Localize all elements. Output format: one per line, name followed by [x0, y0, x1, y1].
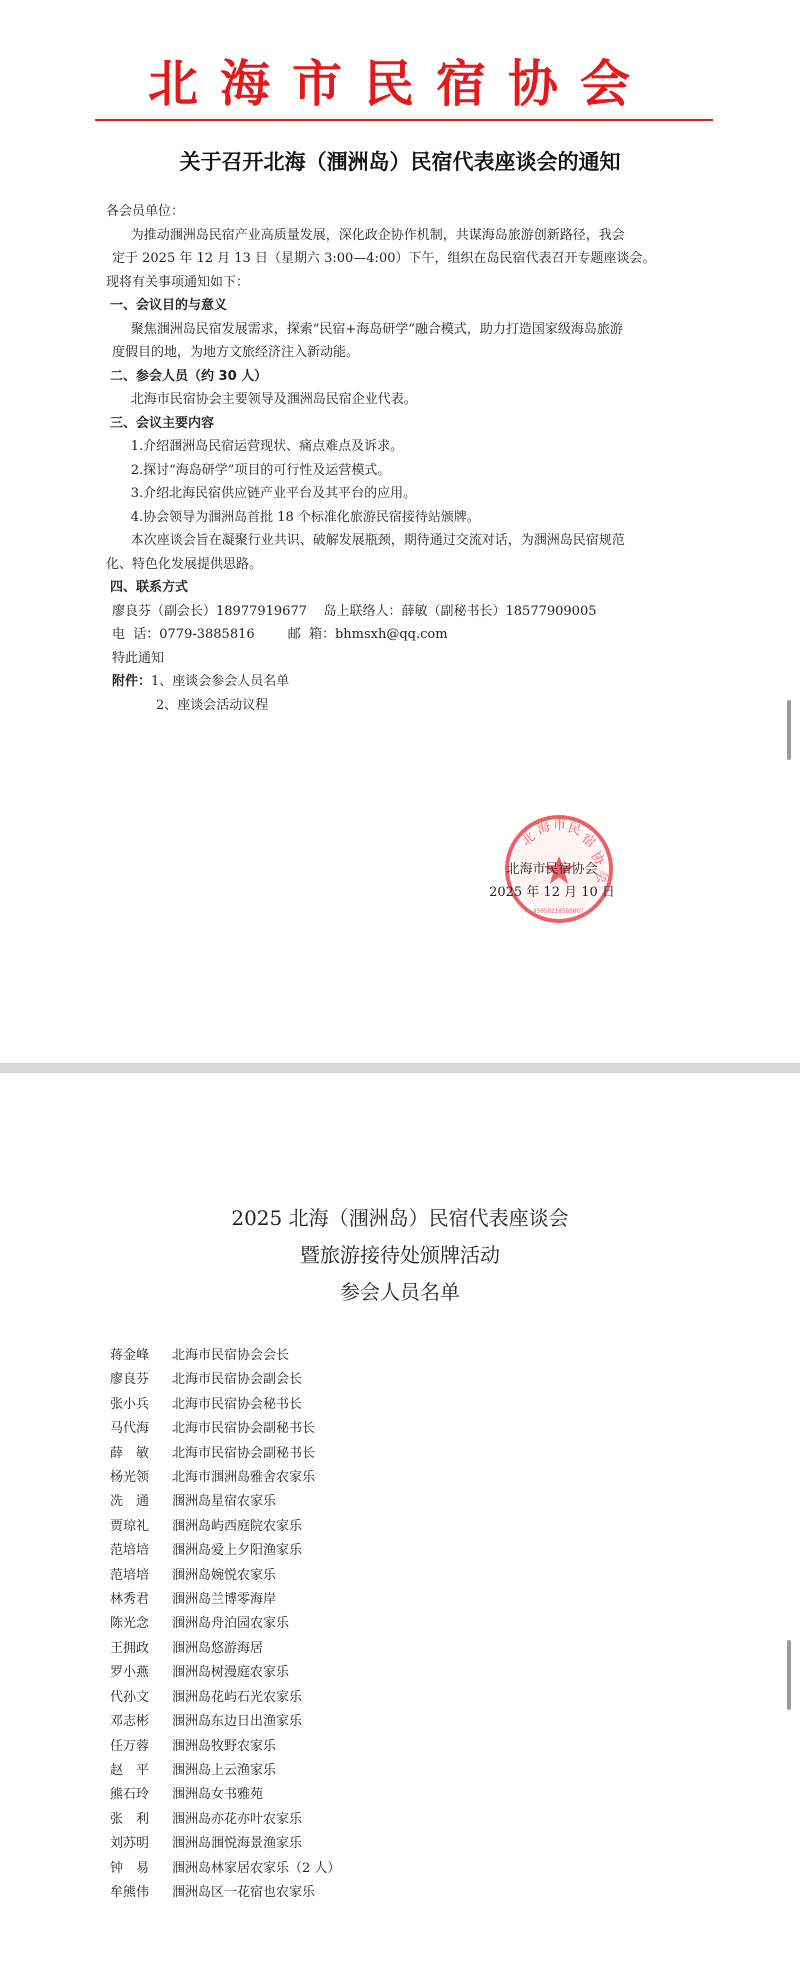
attendee-name: 张 利	[110, 1811, 150, 1827]
section-text: 化、特色化发展提供思路。	[106, 556, 263, 572]
attendee-name: 刘苏明	[110, 1836, 150, 1852]
attendee-name: 林秀君	[110, 1592, 150, 1608]
attendee-org: 涠洲岛上云渔家乐	[172, 1762, 277, 1778]
attendee-name: 熊石玲	[110, 1787, 150, 1803]
attendee-org: 涠洲岛林家居农家乐（2 人）	[172, 1860, 341, 1876]
attendee-org: 北海市民宿协会副会长	[172, 1372, 303, 1388]
list-item	[110, 1661, 340, 1685]
contact-line: 电 话：0779-3885816 邮 箱：bhmsxh@qq.com	[112, 627, 448, 642]
salutation: 各会员单位：	[106, 204, 185, 219]
agenda-item: 3.介绍北海民宿供应链产业平台及其平台的应用。	[130, 486, 417, 501]
attendee-list	[110, 1344, 340, 1905]
list-item	[110, 1710, 340, 1734]
list-item	[110, 1417, 340, 1441]
attachments	[106, 670, 746, 694]
section-text: 本次座谈会旨在凝聚行业共识、破解发展瓶颈，期待通过交流对话，为涠洲岛民宿规范	[130, 533, 625, 548]
attendee-org: 涠洲岛牧野农家乐	[172, 1738, 277, 1754]
svg-text:会: 会	[592, 868, 610, 885]
list-item	[110, 1368, 340, 1392]
list-item	[110, 1539, 340, 1563]
attendee-name: 薛 敏	[110, 1445, 150, 1461]
attendee-name: 罗小燕	[110, 1665, 150, 1681]
attendee-org: 涠洲岛东边日出渔家乐	[172, 1714, 303, 1730]
attachment-item: 2、座谈会活动议程	[156, 697, 269, 713]
list-item	[110, 1466, 340, 1490]
attachment-item: 1、座谈会参会人员名单	[151, 674, 290, 689]
attendee-name: 牟熊伟	[110, 1884, 150, 1900]
svg-text:市: 市	[553, 818, 567, 833]
intro-line: 定于 2025 年 12 月 13 日（星期六 3:00—4:00）下午，组织在岛民宿代表召开专题座谈会。	[112, 251, 656, 266]
list-item	[110, 1857, 340, 1881]
svg-text:民: 民	[565, 820, 583, 839]
attendee-title	[0, 1200, 800, 1311]
attendee-org: 涠洲岛花屿石光农家乐	[172, 1689, 303, 1705]
svg-text:45050210580067: 45050210580067	[533, 908, 584, 915]
attendee-org: 涠洲岛爱上夕阳渔家乐	[172, 1543, 303, 1559]
section-heading: 二、参会人员（约 30 人）	[110, 368, 268, 384]
attendee-name: 陈光念	[110, 1616, 150, 1632]
attendee-org: 北海市民宿协会秘书长	[172, 1396, 303, 1412]
list-item	[110, 1442, 340, 1466]
scrollbar-thumb[interactable]	[787, 700, 791, 760]
scrollbar-thumb[interactable]	[787, 1640, 791, 1710]
section-text: 度假目的地，为地方文旅经济注入新动能。	[112, 345, 360, 360]
attendee-org: 北海市涠洲岛雅舍农家乐	[172, 1470, 316, 1486]
list-item	[110, 1881, 340, 1905]
list-item	[110, 1808, 340, 1832]
list-item	[110, 1637, 340, 1661]
list-item	[110, 1588, 340, 1612]
notice-title: 关于召开北海（涠洲岛）民宿代表座谈会的通知	[179, 150, 621, 174]
notice-body	[106, 200, 746, 717]
attachments-label: 附件：	[112, 674, 152, 689]
list-item	[110, 1393, 340, 1417]
attendee-org: 涠洲岛兰博零海岸	[172, 1592, 277, 1608]
contact-line: 廖良芬（副会长）18977919677 岛上联络人：薛敏（副秘书长）18577909005	[112, 603, 597, 619]
org-header: 北海市民宿协会	[148, 55, 652, 113]
signature-org: 北海市民宿协会	[506, 862, 598, 877]
attendee-name: 赵 平	[110, 1762, 150, 1778]
attendee-org: 涠洲岛亦花亦叶农家乐	[172, 1811, 303, 1827]
attendee-name: 范培培	[110, 1567, 150, 1583]
attendee-org: 涠洲岛星宿农家乐	[172, 1494, 277, 1510]
list-item	[110, 1490, 340, 1514]
list-item	[110, 1759, 340, 1783]
attendee-name: 杨光领	[110, 1470, 150, 1486]
attendee-org: 涠洲岛区一花宿也农家乐	[172, 1884, 316, 1900]
attendee-org: 涠洲岛屿西庭院农家乐	[172, 1518, 303, 1534]
attendee-name: 钟 易	[110, 1860, 150, 1876]
attendee-org: 涠洲岛舟泊园农家乐	[172, 1616, 290, 1632]
list-item	[110, 1612, 340, 1636]
attendee-name: 张小兵	[110, 1396, 150, 1412]
closing-text: 特此通知	[112, 650, 165, 666]
attendee-org: 北海市民宿协会副秘书长	[172, 1421, 316, 1437]
attendee-name: 代孙文	[110, 1689, 150, 1705]
svg-text:北: 北	[518, 829, 539, 850]
section-heading: 一、会议目的与意义	[110, 298, 228, 313]
list-item	[110, 1515, 340, 1539]
list-item	[110, 1832, 340, 1856]
agenda-item: 4.协会领导为涠洲岛首批 18 个标准化旅游民宿接待站颁牌。	[130, 509, 480, 525]
agenda-item: 1.介绍涠洲岛民宿运营现状、痛点难点及诉求。	[130, 439, 404, 454]
attendee-org: 北海市民宿协会副秘书长	[172, 1445, 316, 1461]
attendee-name: 贾琼礼	[110, 1518, 150, 1534]
list-item	[110, 1783, 340, 1807]
attendee-title-line: 暨旅游接待处颁牌活动	[300, 1243, 500, 1267]
svg-text:宿: 宿	[578, 831, 599, 852]
attendee-name: 范培培	[110, 1543, 150, 1559]
attendee-org: 北海市民宿协会会长	[172, 1348, 290, 1363]
attendee-org: 涠洲岛涠悦海景渔家乐	[172, 1836, 303, 1852]
section-text: 聚焦涠洲岛民宿发展需求，探索“民宿+海岛研学”融合模式，助力打造国家级海岛旅游	[130, 321, 623, 337]
svg-text:协: 协	[587, 849, 608, 869]
signature-date: 2025 年 12 月 10 日	[489, 885, 615, 900]
agenda-item: 2.探讨“海岛研学”项目的可行性及运营模式。	[130, 462, 391, 478]
attendee-org: 涠洲岛悠游海居	[172, 1640, 264, 1656]
signature-block	[486, 858, 618, 904]
attendee-name: 邓志彬	[110, 1714, 150, 1730]
attendee-name: 蒋金峰	[110, 1348, 150, 1363]
attendee-org: 涠洲岛婉悦农家乐	[172, 1567, 277, 1583]
attendee-name: 冼 通	[110, 1494, 150, 1510]
intro-line: 现将有关事项通知如下：	[106, 274, 250, 290]
section-text: 北海市民宿协会主要领导及涠洲岛民宿企业代表。	[130, 392, 417, 407]
attendee-org: 涠洲岛树漫庭农家乐	[172, 1665, 290, 1681]
svg-text:海: 海	[535, 819, 553, 838]
attendee-title-line: 2025 北海（涠洲岛）民宿代表座谈会	[231, 1206, 569, 1230]
red-divider	[95, 119, 713, 121]
attendee-name: 任万蓉	[110, 1738, 150, 1754]
attendee-org: 涠洲岛女书雅苑	[172, 1787, 264, 1803]
attendee-title-line: 参会人员名单	[340, 1280, 460, 1304]
list-item	[110, 1735, 340, 1759]
list-item	[110, 1686, 340, 1710]
list-item	[110, 1344, 340, 1368]
attendee-name: 廖良芬	[110, 1372, 150, 1388]
section-heading: 四、联系方式	[110, 580, 189, 595]
attendee-name: 王拥政	[110, 1640, 150, 1656]
attendee-name: 马代海	[110, 1421, 150, 1437]
section-heading: 三、会议主要内容	[110, 415, 215, 431]
page-separator	[0, 1063, 800, 1073]
intro-line: 为推动涠洲岛民宿产业高质量发展，深化政企协作机制，共谋海岛旅游创新路径，我会	[130, 227, 625, 243]
list-item	[110, 1564, 340, 1588]
